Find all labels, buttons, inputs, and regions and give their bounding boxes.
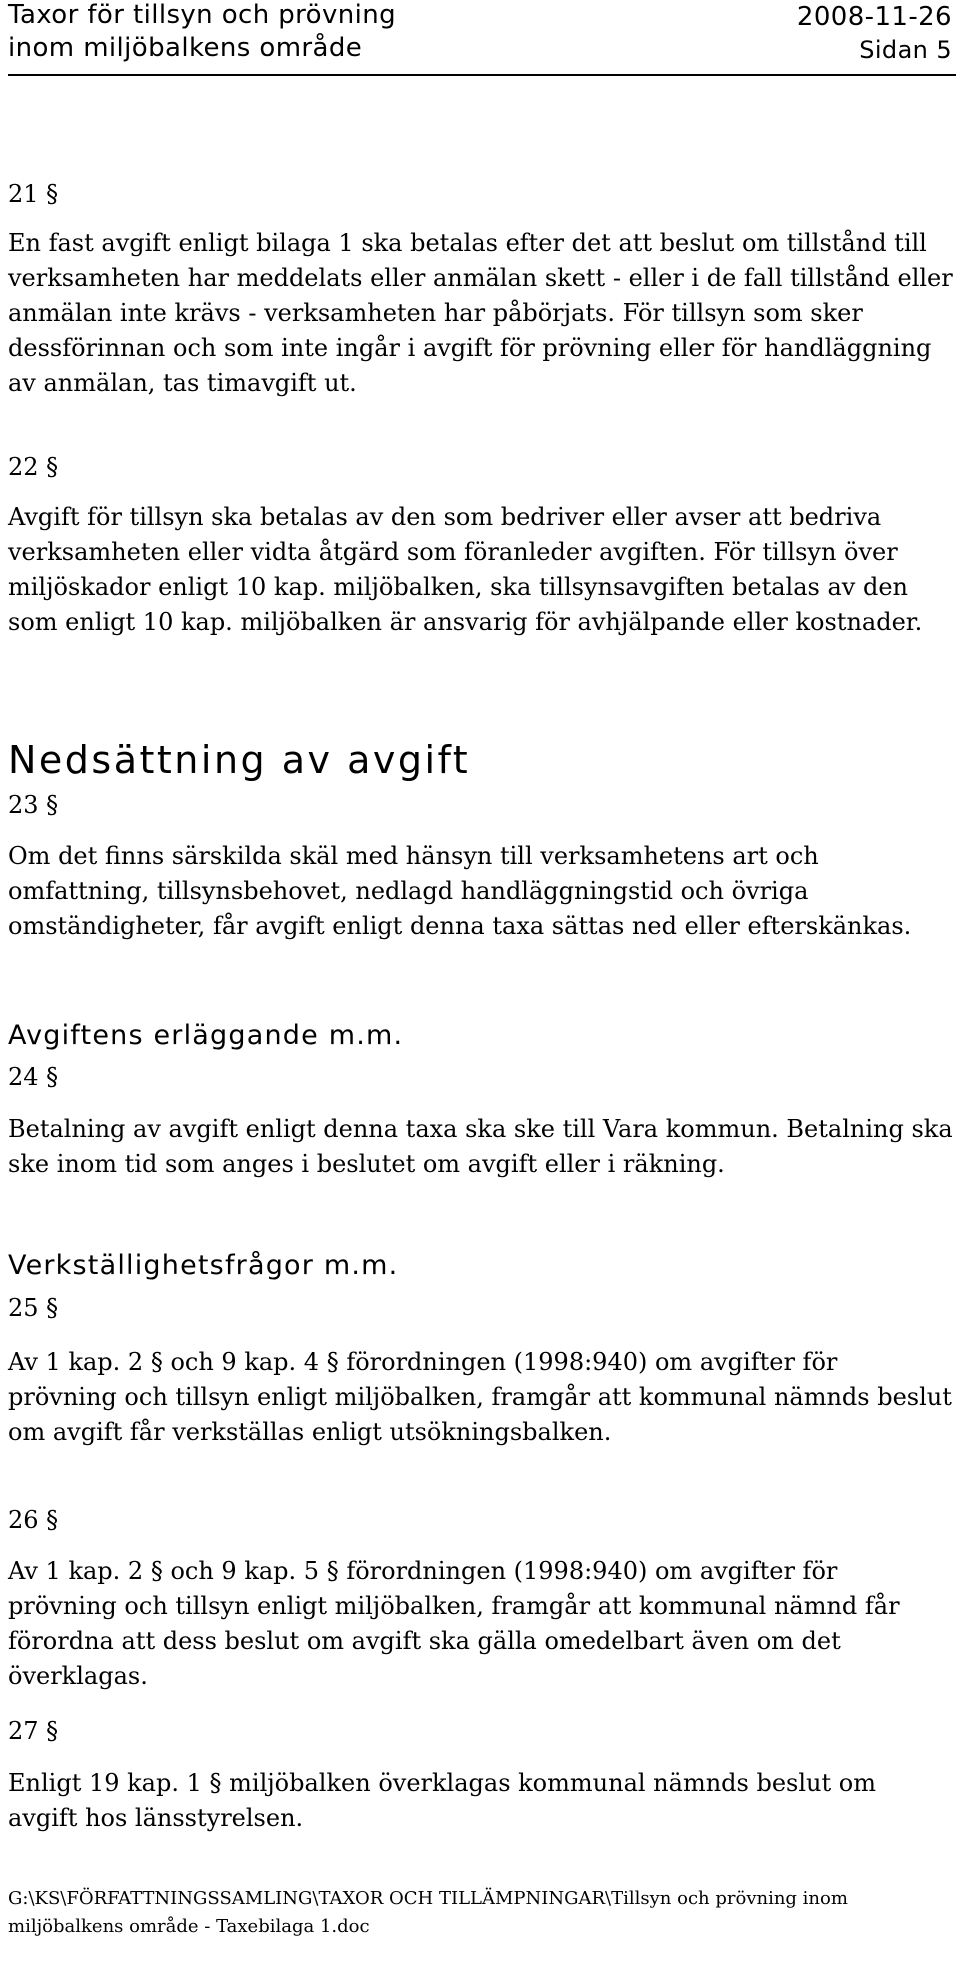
footer-file-path: G:\KS\FÖRFATTNINGSSAMLING\TAXOR OCH TILLÄMPNINGAR\Tillsyn och prövning inom miljöbalkens område - Taxebilaga 1.doc <box>8 1888 848 1937</box>
section-21-text <box>8 226 953 401</box>
section-number-27: 27 § <box>8 1717 59 1745</box>
heading-verkstallighetsfragor: Verkställighetsfrågor m.m. <box>8 1250 399 1281</box>
section-24-text <box>8 1112 953 1182</box>
paragraph: Om det finns särskilda skäl med hänsyn till verksamhetens art och omfattning, tillsynsbehovet, nedlagd handläggningstid och övriga omständigheter, får avgift enligt denna taxa sättas ned eller efterskänkas. <box>8 842 912 940</box>
paragraph: Avgift för tillsyn ska betalas av den som bedriver eller avser att bedriva verksamheten eller vidta åtgärd som föranleder avgiften. För tillsyn över miljöskador enligt 10 kap. miljöbalken, ska tillsynsavgiften betalas av den som enligt 10 kap. miljöbalken är ansvarig för avhjälpande eller kostnader. <box>8 503 923 636</box>
section-number-26: 26 § <box>8 1506 59 1534</box>
paragraph: Enligt 19 kap. 1 § miljöbalken överklagas kommunal nämnds beslut om avgift hos länsstyrelsen. <box>8 1769 876 1832</box>
header-divider <box>8 74 956 76</box>
paragraph: Av 1 kap. 2 § och 9 kap. 4 § förordningen (1998:940) om avgifter för prövning och tillsyn enligt miljöbalken, framgår att kommunal nämnds beslut om avgift får verkställas enligt utsökningsbalken. <box>8 1348 952 1446</box>
paragraph: En fast avgift enligt bilaga 1 ska betalas efter det att beslut om tillstånd till verksamheten har meddelats eller anmälan skett - eller i de fall tillstånd eller anmälan inte krävs - verksamheten har påbörjats. För tillsyn som sker dessförinnan och som inte ingår i avgift för prövning eller för handläggning av anmälan, tas timavgift ut. <box>8 229 953 397</box>
paragraph: Av 1 kap. 2 § och 9 kap. 5 § förordningen (1998:940) om avgifter för prövning och tillsyn enligt miljöbalken, framgår att kommunal nämnd får förordna att dess beslut om avgift ska gälla omedelbart även om det överklagas. <box>8 1557 900 1690</box>
heading-nedsattning: Nedsättning av avgift <box>8 738 471 782</box>
section-number-21: 21 § <box>8 180 59 208</box>
section-25-text <box>8 1345 953 1450</box>
heading-avgiftens-erlaggande: Avgiftens erläggande m.m. <box>8 1020 404 1051</box>
section-number-24: 24 § <box>8 1063 59 1091</box>
section-27-text <box>8 1766 953 1836</box>
header-title-line1: Taxor för tillsyn och prövning <box>8 0 397 30</box>
section-number-22: 22 § <box>8 453 59 481</box>
section-22-text <box>8 500 953 640</box>
header-title-line2: inom miljöbalkens område <box>8 33 363 63</box>
section-number-23: 23 § <box>8 791 59 819</box>
section-26-text <box>8 1554 953 1694</box>
header-date: 2008-11-26 <box>796 2 952 32</box>
section-23-text <box>8 839 953 944</box>
header-page-number: Sidan 5 <box>859 36 952 64</box>
section-number-25: 25 § <box>8 1294 59 1322</box>
paragraph: Betalning av avgift enligt denna taxa ska ske till Vara kommun. Betalning ska ske inom tid som anges i beslutet om avgift eller i räkning. <box>8 1115 953 1178</box>
